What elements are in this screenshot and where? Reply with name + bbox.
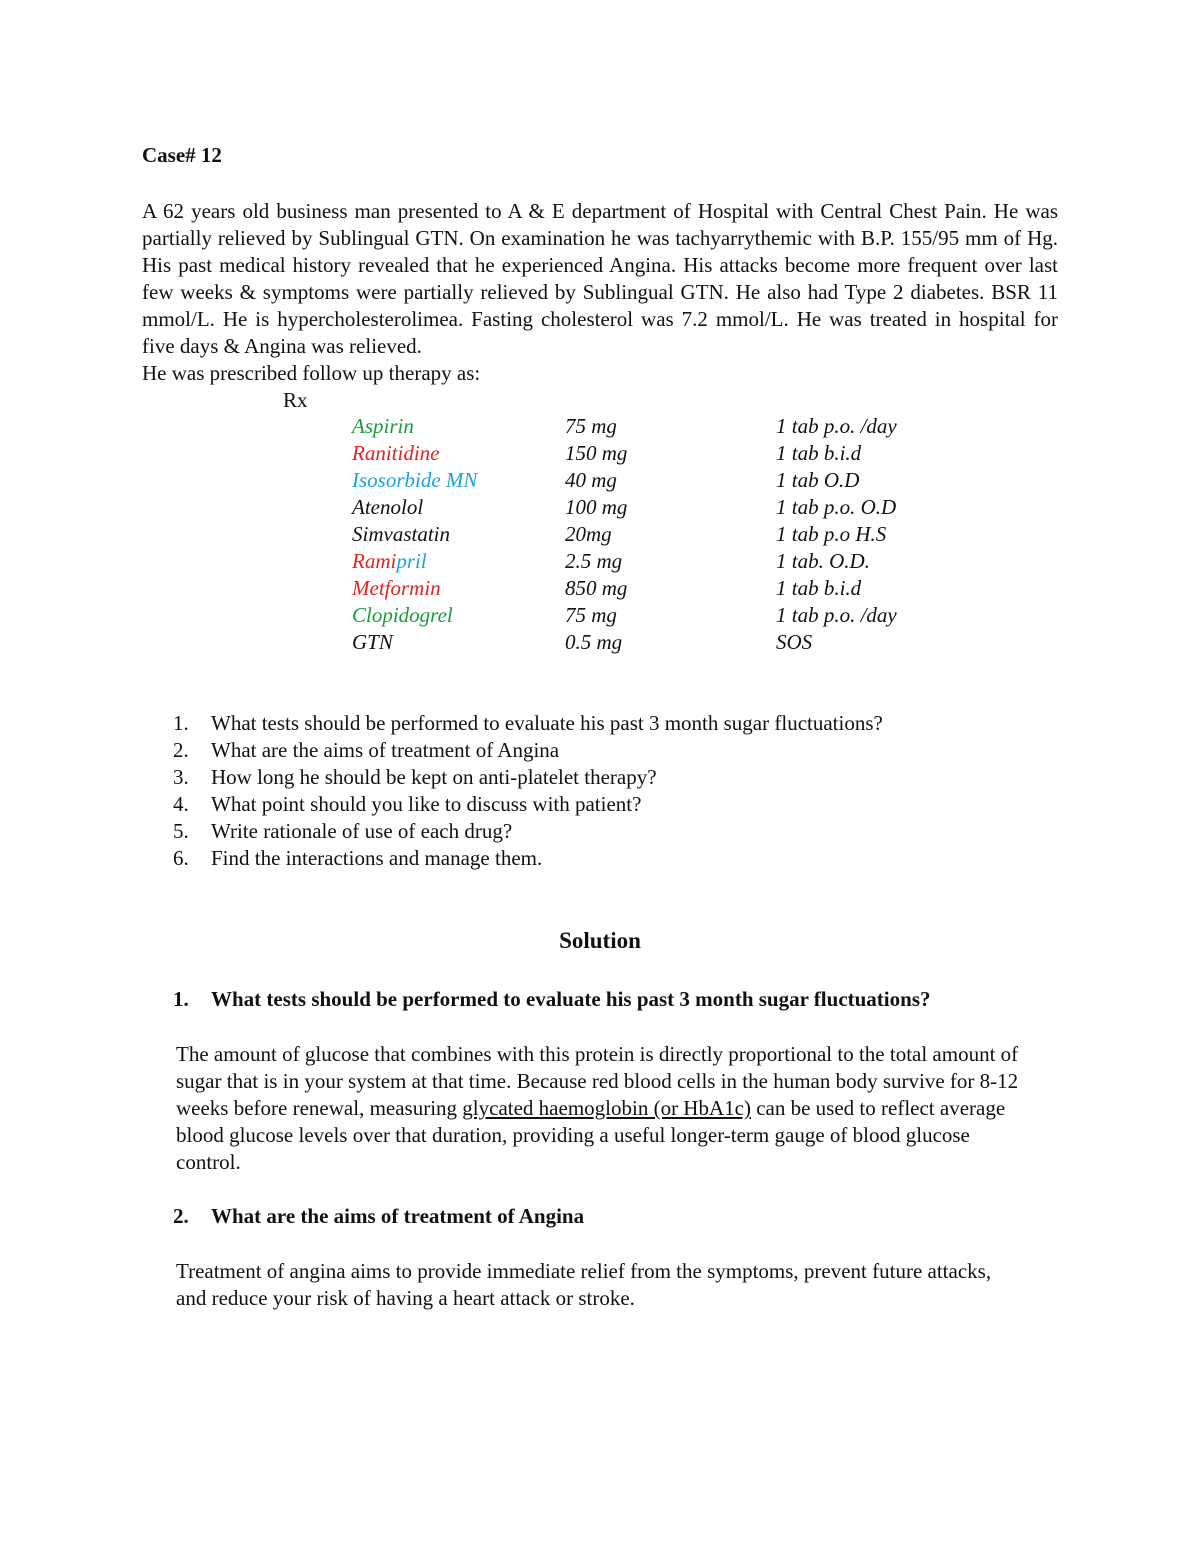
- drug-frequency: SOS: [776, 630, 813, 654]
- question-number: 3.: [173, 765, 189, 789]
- answer-underlined-term: glycated haemoglobin (or HbA1c): [462, 1096, 751, 1120]
- drug-name: [352, 548, 427, 575]
- drug-dose: 0.5 mg: [565, 630, 623, 654]
- question-number: 2.: [173, 738, 189, 762]
- list-item: [173, 845, 883, 872]
- answer-text: can be used to reflect average blood glucose levels over that duration, providing a useful longer-term gauge of blood glucose control.: [176, 1096, 1006, 1174]
- drug-dose: 75 mg: [565, 414, 617, 438]
- drug-name-part: pril: [396, 549, 427, 573]
- question-number: 5.: [173, 819, 189, 843]
- drug-name: Isosorbide MN: [352, 468, 478, 492]
- question-text: What are the aims of treatment of Angina: [211, 738, 560, 762]
- question-list: [173, 710, 883, 872]
- list-item: [173, 710, 883, 737]
- drug-dose: 100 mg: [565, 495, 628, 519]
- drug-frequency: 1 tab p.o. /day: [776, 414, 897, 438]
- question-text: What tests should be performed to evaluate his past 3 month sugar fluctuations?: [211, 711, 883, 735]
- list-item: [173, 737, 883, 764]
- solution-question-2: [173, 1204, 584, 1229]
- question-number: 1.: [173, 711, 189, 735]
- solution-answer-2: Treatment of angina aims to provide immediate relief from the symptoms, prevent future attacks, and reduce your risk of having a heart attack or stroke.: [176, 1259, 992, 1310]
- drug-frequency: 1 tab p.o. /day: [776, 603, 897, 627]
- question-number: 4.: [173, 792, 189, 816]
- solution-question-1: [173, 987, 931, 1012]
- drug-name: Metformin: [352, 576, 441, 600]
- list-item: [173, 818, 883, 845]
- question-number: 2.: [173, 1204, 189, 1228]
- drug-dose: 40 mg: [565, 468, 617, 492]
- drug-name: Aspirin: [352, 414, 414, 438]
- drug-frequency: 1 tab p.o H.S: [776, 522, 887, 546]
- question-text: Find the interactions and manage them.: [211, 846, 543, 870]
- drug-name: Atenolol: [352, 495, 424, 519]
- drug-frequency: 1 tab b.i.d: [776, 441, 862, 465]
- drug-name-part: Rami: [352, 549, 397, 573]
- drug-frequency: 1 tab O.D: [776, 468, 860, 492]
- drug-dose: 850 mg: [565, 576, 628, 600]
- list-item: [173, 791, 883, 818]
- question-number: 1.: [173, 987, 189, 1011]
- question-text: How long he should be kept on anti-platelet therapy?: [211, 765, 657, 789]
- drug-dose: 150 mg: [565, 441, 628, 465]
- drug-name: Ranitidine: [352, 441, 440, 465]
- question-text: What point should you like to discuss with patient?: [211, 792, 642, 816]
- drug-dose: 2.5 mg: [565, 549, 623, 573]
- drug-dose: 75 mg: [565, 603, 617, 627]
- case-title: Case# 12: [142, 143, 222, 167]
- answer-text: The amount of glucose that combines with this protein is directly proportional to the total amount of sugar that is in your system at that time. Because red blood cells in the human body survive for 8-12 weeks before renewal, measuring: [176, 1042, 1019, 1120]
- drug-name: GTN: [352, 630, 393, 654]
- case-description: A 62 years old business man presented to A & E department of Hospital with Central Chest Pain. He was partially relieved by Sublingual GTN. On examination he was tachyarrythemic with B.P. 155/95 mm of Hg. His past medical history revealed that he experienced Angina. His attacks become more frequent over last few weeks & symptoms were partially relieved by Sublingual GTN. He also had Type 2 diabetes. BSR 11 mmol/L. He is hypercholesterolimea. Fasting cholesterol was 7.2 mmol/L. He was treated in hospital for five days & Angina was relieved.: [142, 199, 1058, 358]
- drug-name: Simvastatin: [352, 522, 450, 546]
- drug-frequency: 1 tab. O.D.: [776, 549, 870, 573]
- drug-frequency: 1 tab p.o. O.D: [776, 495, 897, 519]
- solution-answer-1: [176, 1041, 1026, 1176]
- followup-line: He was prescribed follow up therapy as:: [142, 361, 481, 385]
- question-number: 6.: [173, 846, 189, 870]
- rx-label: Rx: [283, 388, 308, 412]
- solution-heading: Solution: [559, 928, 641, 953]
- drug-dose: 20mg: [565, 522, 612, 546]
- question-text: What are the aims of treatment of Angina: [211, 1204, 585, 1228]
- drug-name: Clopidogrel: [352, 603, 453, 627]
- question-text: What tests should be performed to evaluate his past 3 month sugar fluctuations?: [211, 987, 931, 1011]
- list-item: [173, 764, 883, 791]
- question-text: Write rationale of use of each drug?: [211, 819, 513, 843]
- drug-frequency: 1 tab b.i.d: [776, 576, 862, 600]
